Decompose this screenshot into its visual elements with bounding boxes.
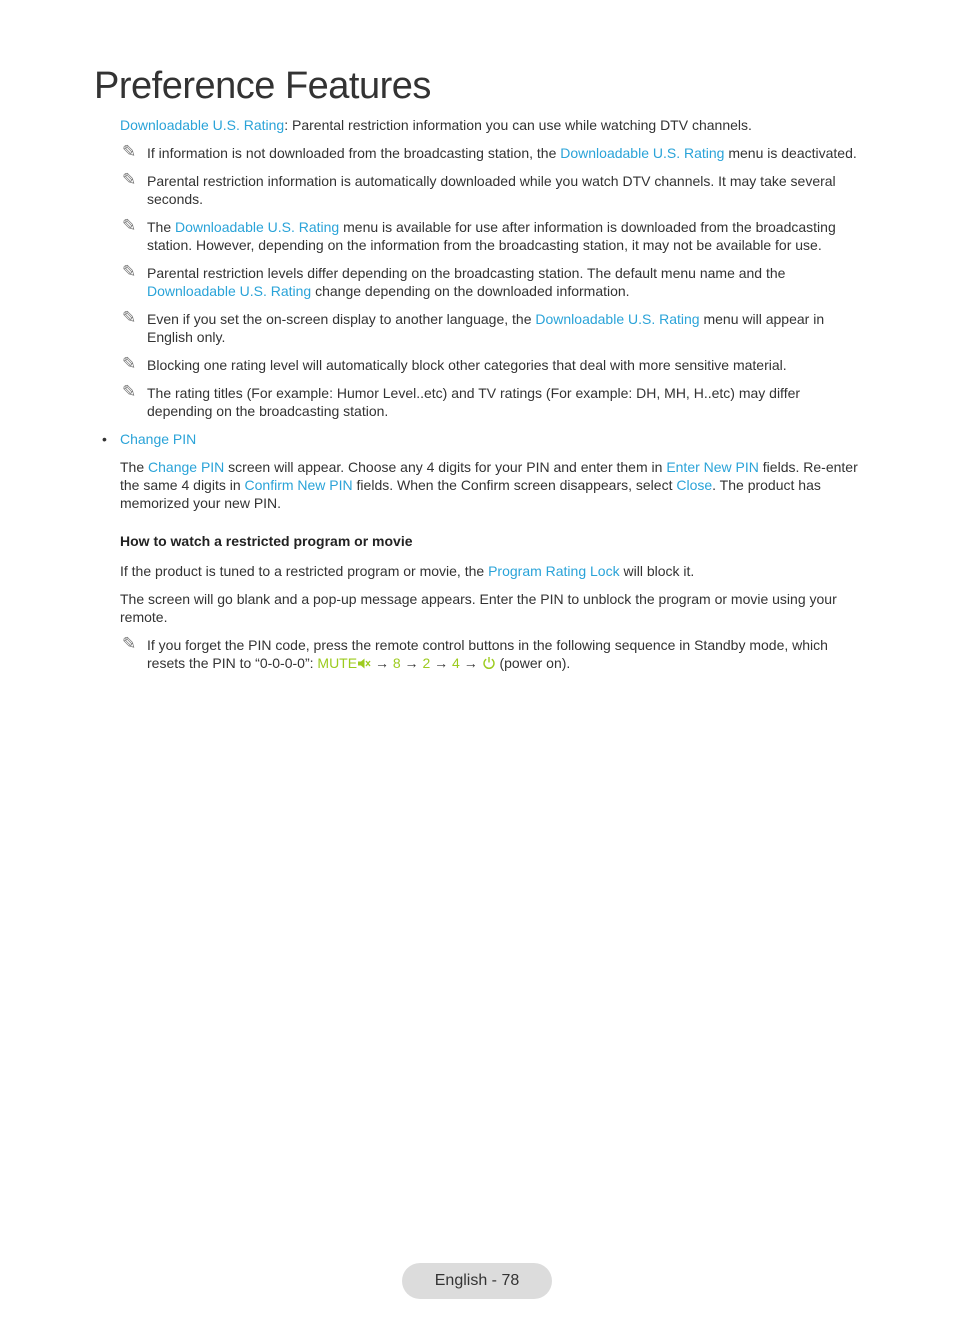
note-text: If you forget the PIN code, press the remote control buttons in the following sequence in Standby mode, which resets the PIN to “0-0-0-0”: <box>147 637 828 671</box>
note-text: Parental restriction information is automatically downloaded while you watch DTV channels. It may take several seconds. <box>147 173 836 207</box>
pencil-note-icon: ✎ <box>122 634 137 654</box>
note-item <box>120 172 862 208</box>
restricted-program-heading: How to watch a restricted program or movie <box>120 533 413 549</box>
arrow-text: → <box>459 655 482 671</box>
close-term: Close <box>676 477 713 493</box>
note-item-pin-reset <box>120 636 862 674</box>
arrow-text: → <box>430 655 453 671</box>
confirm-new-pin-term: Confirm New PIN <box>244 477 353 493</box>
note-text: If information is not downloaded from the broadcasting station, the <box>147 145 561 161</box>
text-run: If the product is tuned to a restricted program or movie, the <box>120 563 489 579</box>
speaker-mute-icon <box>357 656 371 674</box>
pencil-note-icon: ✎ <box>122 308 137 328</box>
digit-8: 8 <box>392 655 401 671</box>
note-text: Blocking one rating level will automatically block other categories that deal with more sensitive material. <box>147 357 787 373</box>
enter-new-pin-term: Enter New PIN <box>666 459 759 475</box>
bullet-change-pin <box>102 430 862 448</box>
note-text: change depending on the downloaded information. <box>311 283 630 299</box>
power-icon <box>482 656 496 674</box>
intro-paragraph <box>120 116 862 134</box>
page-number-badge: English - 78 <box>402 1263 552 1299</box>
main-content <box>102 116 862 684</box>
note-text: menu will appear in English only. <box>147 311 825 345</box>
pencil-note-icon: ✎ <box>122 170 137 190</box>
note-text: The rating titles (For example: Humor Level..etc) and TV ratings (For example: DH, MH, H..etc) may differ depending on the broadcasting station. <box>147 385 801 419</box>
note-text: (power on). <box>495 655 571 671</box>
note-term: Downloadable U.S. Rating <box>175 219 340 235</box>
pencil-note-icon: ✎ <box>122 142 137 162</box>
text-run: . The product has memorized your new PIN. <box>120 477 821 511</box>
digit-2: 2 <box>422 655 431 671</box>
note-item <box>120 144 862 162</box>
mute-key-label: MUTE <box>317 655 358 671</box>
note-item <box>120 264 862 300</box>
note-term: Downloadable U.S. Rating <box>560 145 725 161</box>
change-pin-heading: Change PIN <box>120 431 197 447</box>
arrow-text: → <box>371 655 393 671</box>
intro-text: : Parental restriction information you can use while watching DTV channels. <box>284 117 752 133</box>
restricted-paragraph-1 <box>120 562 862 580</box>
note-item <box>120 218 862 254</box>
text-run: screen will appear. Choose any 4 digits for your PIN and enter them in <box>224 459 667 475</box>
note-text: Parental restriction levels differ depending on the broadcasting station. The default menu name and the <box>147 265 786 281</box>
note-term: Downloadable U.S. Rating <box>147 283 312 299</box>
restricted-paragraph-2: The screen will go blank and a pop-up message appears. Enter the PIN to unblock the program or movie using your remote. <box>120 591 837 625</box>
pencil-note-icon: ✎ <box>122 262 137 282</box>
program-rating-lock-term: Program Rating Lock <box>488 563 620 579</box>
page-title: Preference Features <box>94 65 431 107</box>
note-item <box>120 356 862 374</box>
digit-4: 4 <box>452 655 460 671</box>
note-item <box>120 384 862 420</box>
text-run: fields. When the Confirm screen disappears, select <box>352 477 677 493</box>
text-run: The <box>120 459 149 475</box>
bullet-dot-icon: • <box>102 431 107 447</box>
arrow-text: → <box>400 655 423 671</box>
note-text: Even if you set the on-screen display to another language, the <box>147 311 536 327</box>
pencil-note-icon: ✎ <box>122 382 137 402</box>
pencil-note-icon: ✎ <box>122 354 137 374</box>
note-term: Downloadable U.S. Rating <box>535 311 700 327</box>
pencil-note-icon: ✎ <box>122 216 137 236</box>
note-text: menu is deactivated. <box>724 145 857 161</box>
note-text: The <box>147 219 176 235</box>
note-text: menu is available for use after information is downloaded from the broadcasting station. However, depending on the information from the broadcasting station, it may not be available for use. <box>147 219 836 253</box>
change-pin-paragraph <box>120 458 862 512</box>
change-pin-term: Change PIN <box>148 459 225 475</box>
text-run: fields. Re-enter the same 4 digits in <box>120 459 858 493</box>
downloadable-us-rating-term: Downloadable U.S. Rating <box>120 117 285 133</box>
note-item <box>120 310 862 346</box>
text-run: will block it. <box>619 563 695 579</box>
